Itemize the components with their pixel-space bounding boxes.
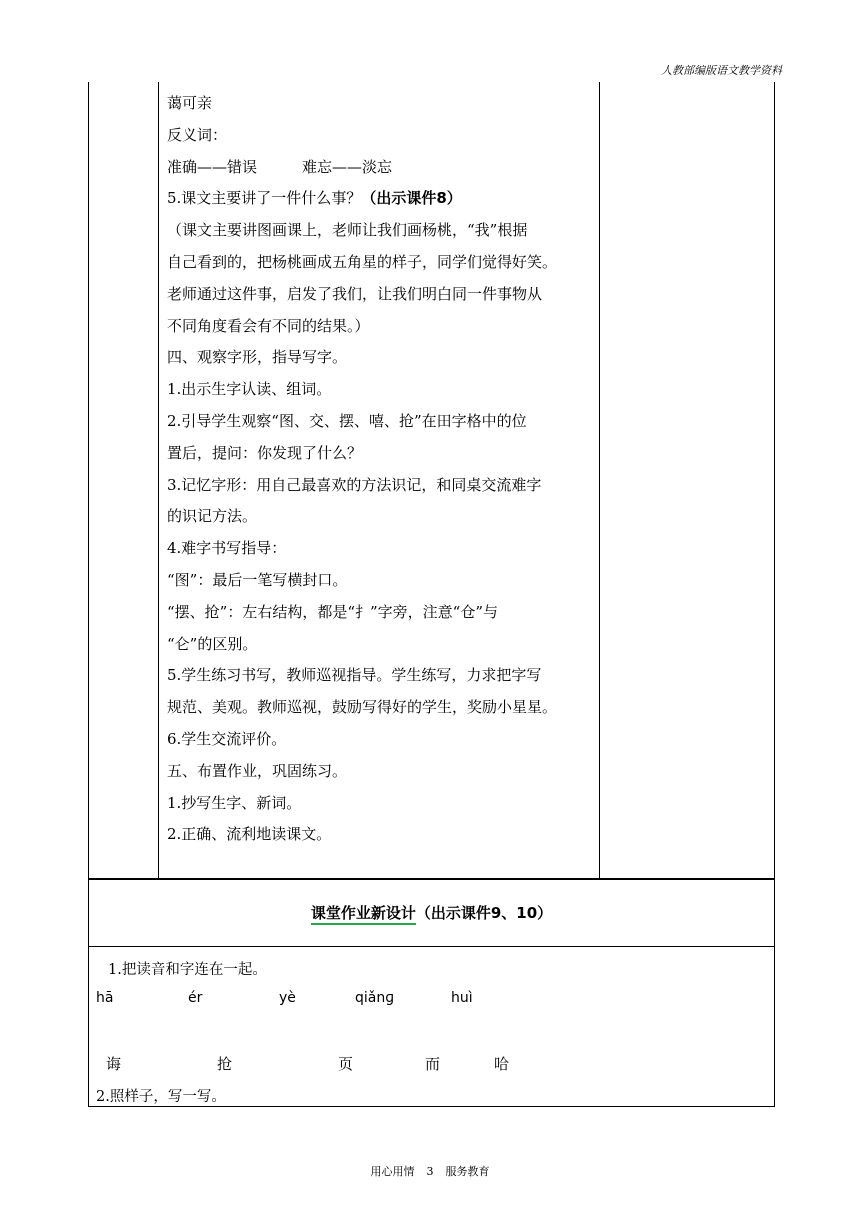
lesson-line: “摆、抢”：左右结构，都是“扌”字旁，注意“仓”与	[167, 602, 499, 621]
lesson-line: “仑”的区别。	[167, 634, 258, 653]
table-border-right	[774, 82, 775, 1107]
homework-title: 课堂作业新设计	[311, 904, 416, 925]
lesson-line: “图”：最后一笔写横封口。	[167, 570, 348, 589]
lesson-line: 自己看到的，把杨桃画成五角星的样子，同学们觉得好笑。	[167, 252, 558, 271]
column-divider-2	[599, 82, 600, 879]
courseware-note: （出示课件8）	[361, 189, 462, 208]
pinyin-item: yè	[279, 990, 296, 1006]
column-divider-1	[158, 82, 159, 879]
pinyin-item: huì	[451, 990, 473, 1006]
character-item: 抢	[217, 1055, 233, 1073]
row-divider-top	[88, 878, 775, 880]
lesson-line: 的识记方法。	[167, 507, 258, 526]
pinyin-item: qiǎnɡ	[355, 990, 395, 1006]
lesson-line: 6.学生交流评价。	[167, 729, 287, 748]
character-item: 诲	[106, 1055, 122, 1073]
lesson-line: 5.学生练习书写，教师巡视指导。学生练写，力求把字写	[167, 666, 542, 685]
homework-section-title	[88, 902, 775, 923]
lesson-line: 3.记忆字形：用自己最喜欢的方法识记，和同桌交流难字	[167, 475, 542, 494]
footer-left: 用心用情	[370, 1165, 415, 1178]
page-number: 3	[426, 1165, 434, 1178]
lesson-line: 置后，提问：你发现了什么？	[167, 443, 363, 462]
lesson-line: 四、观察字形，指导写字。	[167, 348, 348, 367]
character-item: 而	[425, 1055, 441, 1073]
page-footer	[0, 1163, 860, 1179]
lesson-line: 4.难字书写指导：	[167, 539, 287, 558]
lesson-line: 1.抄写生字、新词。	[167, 793, 302, 812]
pinyin-item: hā	[96, 990, 114, 1006]
lesson-line: 老师通过这件事，启发了我们，让我们明白同一件事物从	[167, 284, 543, 303]
lesson-line: （课文主要讲图画课上，老师让我们画杨桃，“我”根据	[167, 221, 528, 240]
pinyin-item: ér	[188, 990, 203, 1006]
character-item: 哈	[494, 1055, 510, 1073]
exercise-2-prompt: 2.照样子，写一写。	[96, 1089, 226, 1105]
homework-title-note: （出示课件9、10）	[415, 904, 553, 922]
lesson-line: 准确——错误 难忘——淡忘	[167, 157, 393, 176]
lesson-line: 不同角度看会有不同的结果。）	[167, 316, 370, 335]
lesson-line: 反义词：	[167, 125, 228, 144]
exercise-1-prompt: 1.把读音和字连在一起。	[108, 962, 267, 978]
lesson-line: 1.出示生字认读、组词。	[167, 380, 332, 399]
lesson-body	[167, 88, 599, 851]
lesson-line: 蔼可亲	[167, 94, 213, 112]
lesson-line: 2.正确、流利地读课文。	[167, 825, 332, 844]
character-item: 页	[338, 1055, 354, 1073]
header-note: 人教部编版语文教学资料	[661, 64, 782, 77]
lesson-line	[167, 183, 599, 215]
lesson-line: 五、布置作业，巩固练习。	[167, 761, 348, 780]
footer-right: 服务教育	[445, 1165, 490, 1178]
row-divider-middle	[88, 946, 775, 947]
lesson-line: 2.引导学生观察“图、交、摆、嘻、抢”在田字格中的位	[167, 411, 527, 430]
lesson-line: 规范、美观。教师巡视，鼓励写得好的学生，奖励小星星。	[167, 698, 558, 717]
table-border-bottom	[88, 1106, 775, 1107]
table-border-left	[88, 82, 89, 1107]
question-text: 5.课文主要讲了一件什么事？	[167, 189, 362, 208]
